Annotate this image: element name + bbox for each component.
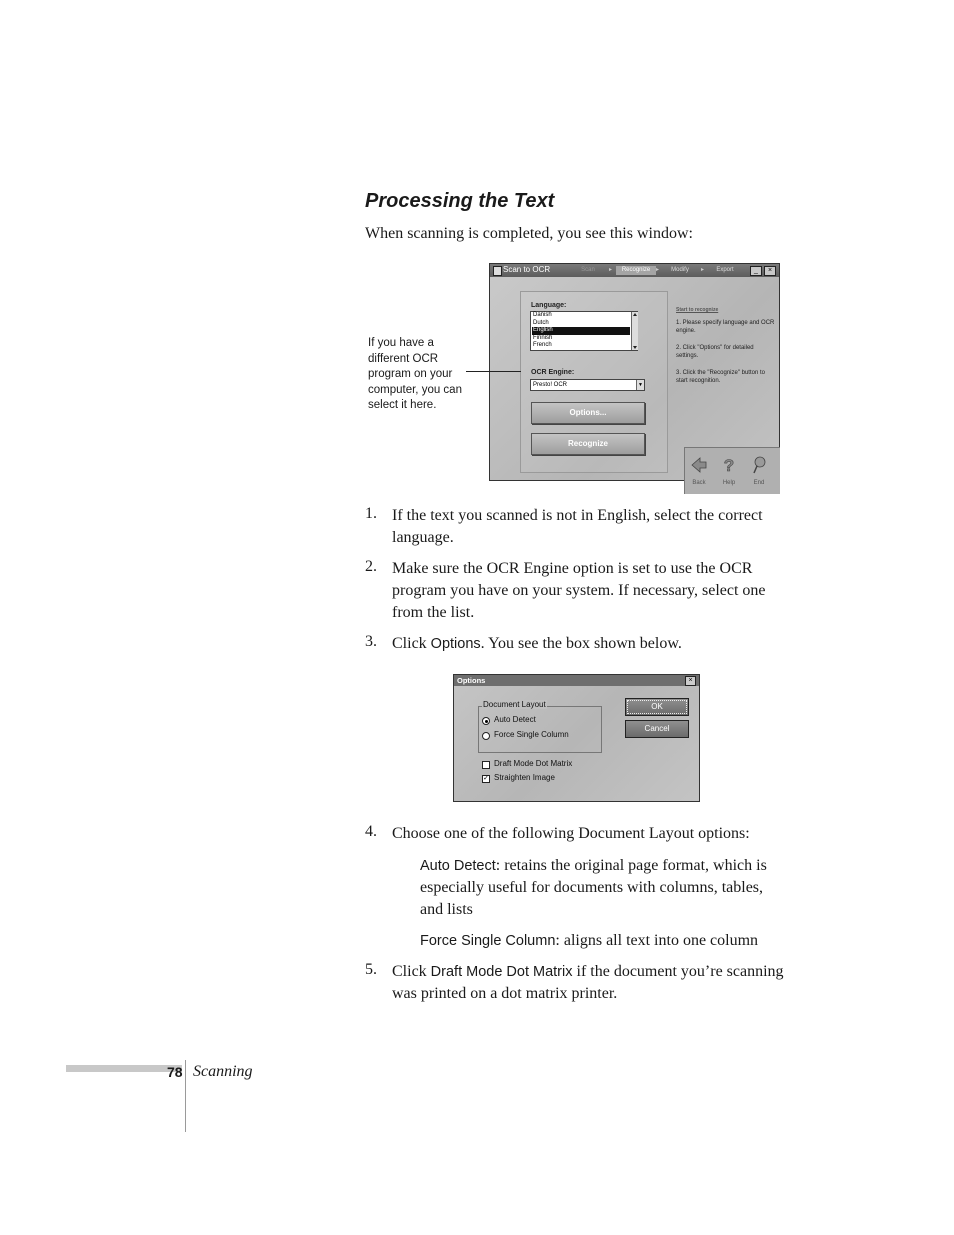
close-icon[interactable]: × (685, 676, 696, 686)
draft-mode-checkbox[interactable] (482, 761, 490, 769)
language-option-selected[interactable]: English (532, 327, 630, 335)
minimize-icon[interactable]: _ (750, 266, 762, 276)
step-text: If the text you scanned is not in English, select the correct language. (392, 507, 763, 546)
options-dialog (453, 674, 700, 802)
footer-bar (66, 1065, 182, 1072)
language-label: Language: (531, 302, 567, 309)
page-number: 78 (167, 1064, 183, 1080)
end-icon[interactable] (751, 456, 767, 474)
step-number: 3. (365, 633, 377, 650)
step-number: 1. (365, 505, 377, 522)
window-title: Scan to OCR (503, 265, 551, 274)
straighten-image-label[interactable]: Straighten Image (494, 773, 555, 782)
section-name: Scanning (193, 1063, 253, 1080)
instruction-item: 2. Click "Options" for detailed settings. (676, 345, 754, 359)
ui-term: Options (430, 636, 481, 652)
scrollbar-arrows-icon (632, 312, 638, 350)
ui-term: Draft Mode Dot Matrix (430, 964, 573, 980)
group-label: Document Layout (483, 700, 546, 709)
help-icon[interactable] (721, 456, 737, 474)
step-modify[interactable]: Modify (671, 267, 689, 273)
dialog-titlebar (454, 675, 699, 686)
force-single-column-radio[interactable] (482, 732, 490, 740)
step-text-part: Click (392, 963, 431, 980)
step-scan[interactable]: Scan (581, 267, 595, 273)
language-option[interactable]: Finnish (533, 334, 553, 341)
option-description (420, 855, 790, 921)
listbox-scrollbar[interactable] (631, 312, 638, 350)
footer-divider (185, 1060, 186, 1132)
callout-leader-line (466, 371, 521, 372)
app-icon (493, 266, 502, 276)
close-icon[interactable]: × (764, 266, 776, 276)
recognize-button[interactable]: Recognize (531, 433, 645, 455)
step-text (392, 961, 792, 1005)
step-text: Make sure the OCR Engine option is set to use the OCR program you have on your system. If necessary, select one from the list. (392, 560, 766, 621)
navigation-panel (684, 447, 780, 494)
language-option[interactable]: Dutch (533, 319, 549, 326)
instruction-item: 1. Please specify language and OCR engine. (676, 320, 775, 334)
option-description-text: : aligns all text into one column (555, 932, 759, 949)
option-description-text: : retains the original page format, which is especially useful for documents with columns, tables, and lists (420, 857, 767, 918)
options-button[interactable]: Options... (531, 402, 645, 424)
ocr-engine-value: Presto! OCR (533, 382, 568, 388)
language-option[interactable]: French (533, 342, 552, 348)
step-recognize[interactable]: Recognize (616, 266, 656, 275)
ui-term: Auto Detect (420, 858, 496, 874)
ocr-engine-select[interactable] (530, 379, 645, 391)
step-text (392, 633, 792, 655)
step-arrow-icon: ▸ (701, 267, 705, 273)
step-number: 5. (365, 961, 377, 978)
cancel-button[interactable]: Cancel (625, 720, 689, 738)
chevron-down-icon[interactable]: ▼ (636, 380, 644, 390)
callout-text: If you have a different OCR program on your computer, you can select it here. (368, 337, 462, 412)
step-text-part: Click (392, 635, 431, 652)
step-text-part: if the document you’re scanning was printed on a dot matrix printer. (392, 963, 784, 1002)
ui-term: Force Single Column (420, 933, 556, 949)
step-number: 4. (365, 823, 377, 840)
back-arrow-icon[interactable] (691, 456, 707, 474)
step-number: 2. (365, 558, 377, 575)
force-single-column-label[interactable]: Force Single Column (494, 730, 569, 739)
step-arrow-icon: ▸ (609, 267, 613, 273)
help-label: Help (722, 480, 736, 486)
auto-detect-radio[interactable] (482, 717, 490, 725)
ok-button[interactable]: OK (625, 698, 689, 716)
section-heading: Processing the Text (365, 190, 555, 212)
step-text: Choose one of the following Document Layout options: (392, 825, 750, 842)
dialog-title: Options (457, 676, 486, 685)
svg-text:?: ? (723, 456, 735, 475)
window-body (490, 277, 779, 486)
draft-mode-label[interactable]: Draft Mode Dot Matrix (494, 759, 573, 768)
option-description (420, 930, 800, 952)
end-label: End (753, 480, 765, 486)
straighten-image-checkbox[interactable]: ✓ (483, 775, 489, 782)
scan-to-ocr-window (489, 263, 780, 486)
instruction-item: 3. Click the "Recognize" button to start recognition. (676, 370, 765, 384)
intro-paragraph: When scanning is completed, you see this window: (365, 225, 693, 242)
language-option[interactable]: Danish (533, 312, 552, 318)
back-label: Back (692, 480, 706, 486)
auto-detect-label[interactable]: Auto Detect (494, 715, 536, 724)
language-listbox[interactable] (530, 311, 638, 351)
window-titlebar (490, 264, 779, 277)
instructions-heading: Start to recognize (676, 307, 719, 313)
step-arrow-icon: ▸ (656, 267, 660, 273)
ocr-engine-label: OCR Engine: (531, 369, 575, 376)
step-text-part: . You see the box shown below. (480, 635, 682, 652)
step-export[interactable]: Export (716, 267, 734, 273)
